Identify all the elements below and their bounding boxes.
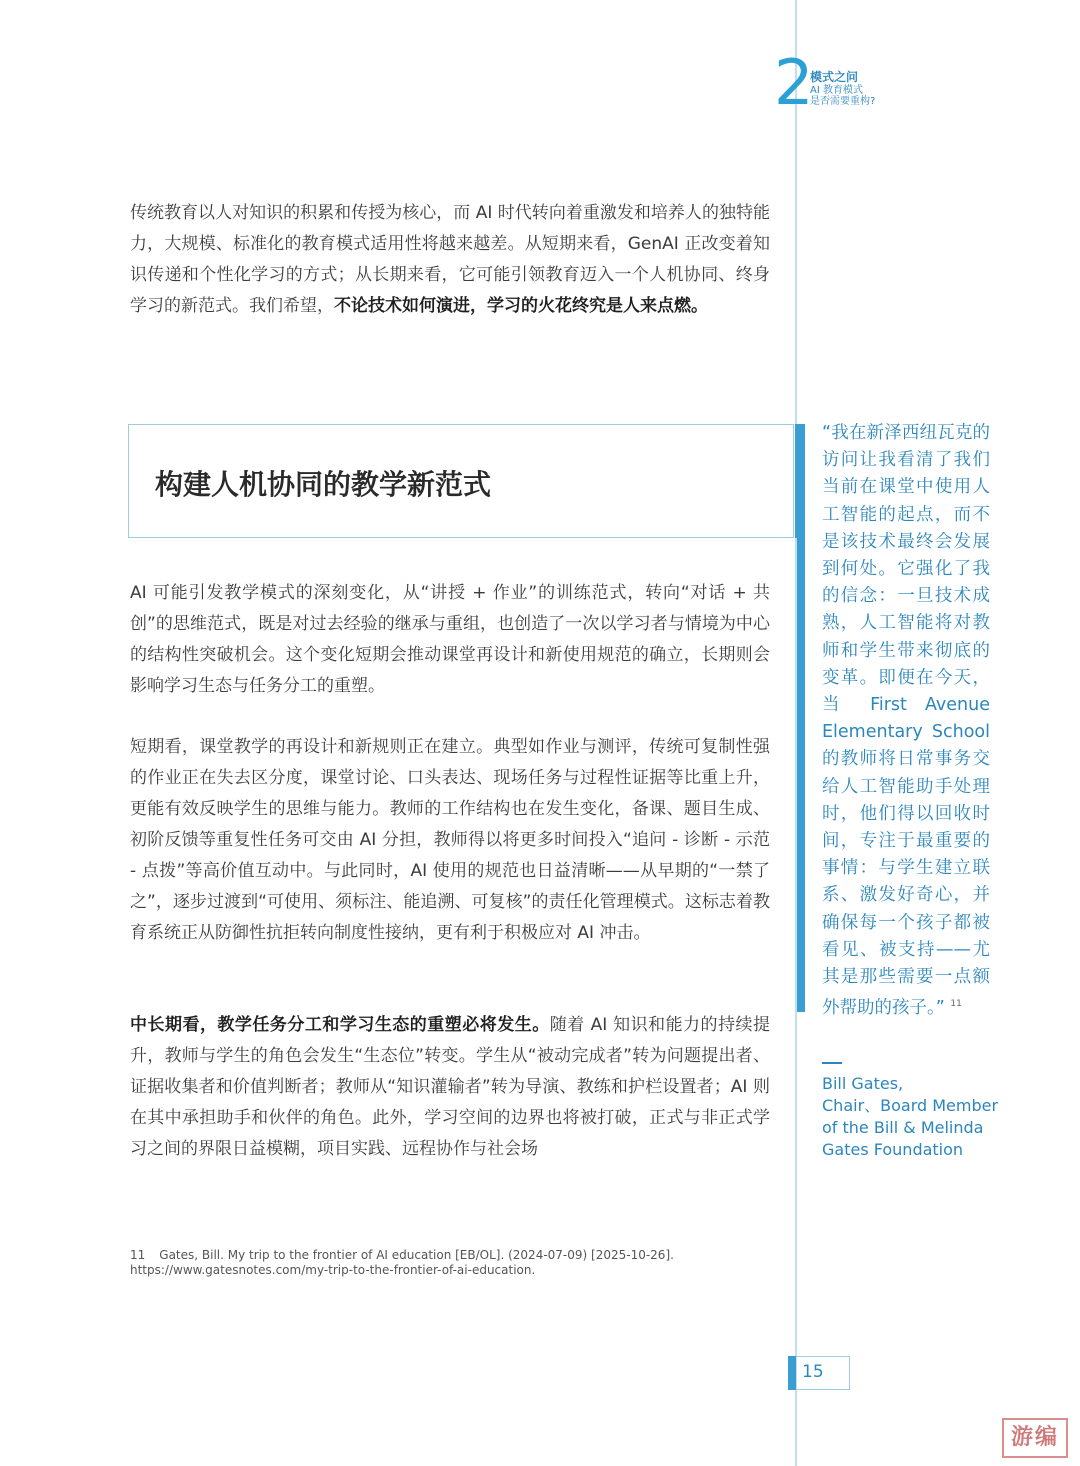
body-paragraph-3-bold: 中长期看，教学任务分工和学习生态的重塑必将发生。 — [130, 1015, 550, 1035]
chapter-title: 模式之问 — [810, 70, 859, 84]
intro-text: 传统教育以人对知识的积累和传授为核心，而 AI 时代转向着重激发和培养人的独特能力，大规模、标准化的教育模式适用性将越来越差。从短期来看，GenAI 正改变着知识传递和个性化学习的方式；从长期来看，它可能引领教育迈入一个人机协同、终身学习的新范式。我们希望， — [130, 203, 770, 316]
chapter-subtitle-line1: AI 教育模式 — [810, 85, 863, 96]
quote-attribution — [822, 1073, 1022, 1161]
footnote-number: 11 — [130, 1248, 146, 1262]
body-paragraph-3 — [130, 1010, 770, 1165]
chapter-subtitle — [810, 85, 875, 107]
page-number: 15 — [802, 1362, 824, 1382]
footnote-text: Gates, Bill. My trip to the frontier of AI education [EB/OL]. (2024-07-09) [2025-10-26]. https://www.gatesnotes.com/my-trip-to-the-frontier-of-ai-education. — [130, 1248, 674, 1277]
chapter-number: 2 — [774, 46, 814, 119]
section-heading-box — [128, 424, 794, 538]
intro-bold-text: 不论技术如何演进，学习的火花终究是人来点燃。 — [334, 296, 708, 316]
pull-quote-text: “我在新泽西纽瓦克的访问让我看清了我们当前在课堂中使用人工智能的起点，而不是该技术最终会发展到何处。它强化了我的信念：一旦技术成熟，人工智能将对教师和学生带来彻底的变革。即便在今天，当 First Avenue Elementary School 的教师将日常事务交给人工智能助手处理时，他们得以回收时间，专注于最重要的事情：与学生建立联系、激发好奇心，并确保每一个孩子都被看见、被支持——尤其是那些需要一点额外帮助的孩子。” — [822, 423, 990, 1019]
chapter-subtitle-line2: 是否需要重构? — [810, 96, 876, 107]
page-number-accent — [788, 1356, 796, 1390]
pull-quote — [822, 420, 990, 1022]
attribution-line-1: Bill Gates, — [822, 1074, 904, 1093]
pull-quote-ref: 11 — [950, 999, 962, 1010]
attribution-line-2: Chair、Board Member — [822, 1096, 999, 1115]
attribution-dash — [822, 1062, 842, 1064]
body-paragraph-1: AI 可能引发教学模式的深刻变化，从“讲授 + 作业”的训练范式，转向“对话 + 共创”的思维范式，既是对过去经验的继承与重组，也创造了一次以学习者与情境为中心的结构性突破机会。这个变化短期会推动课堂再设计和新使用规范的确立，长期则会影响学习生态与任务分工的重塑。 — [130, 583, 770, 696]
footnote — [130, 1248, 750, 1278]
body-paragraph-3-text: 随着 AI 知识和能力的持续提升，教师与学生的角色会发生“生态位”转变。学生从“被动完成者”转为问题提出者、证据收集者和价值判断者；教师从“知识灌输者”转为导演、教练和护栏设置者；AI 则在其中承担助手和伙伴的角色。此外，学习空间的边界也将被打破，正式与非正式学习之间的界限日益模糊，项目实践、远程协作与社会场 — [130, 1015, 771, 1159]
section-heading: 构建人机协同的教学新范式 — [155, 468, 492, 501]
watermark-stamp: 游编 — [1002, 1418, 1068, 1458]
quote-accent-bar — [797, 424, 805, 1012]
attribution-line-3: of the Bill & Melinda — [822, 1118, 984, 1137]
intro-paragraph — [130, 198, 770, 322]
body-paragraph-2: 短期看，课堂教学的再设计和新规则正在建立。典型如作业与测评，传统可复制性强的作业正在失去区分度，课堂讨论、口头表达、现场任务与过程性证据等比重上升，更能有效反映学生的思维与能力。教师的工作结构也在发生变化，备课、题目生成、初阶反馈等重复性任务可交由 AI 分担，教师得以将更多时间投入“追问 - 诊断 - 示范 - 点拨”等高价值互动中。与此同时，AI 使用的规范也日益清晰——从早期的“一禁了之”，逐步过渡到“可使用、须标注、能追溯、可复核”的责任化管理模式。这标志着教育系统正从防御性抗拒转向制度性接纳，更有利于积极应对 AI 冲击。 — [130, 737, 770, 943]
attribution-line-4: Gates Foundation — [822, 1140, 964, 1159]
